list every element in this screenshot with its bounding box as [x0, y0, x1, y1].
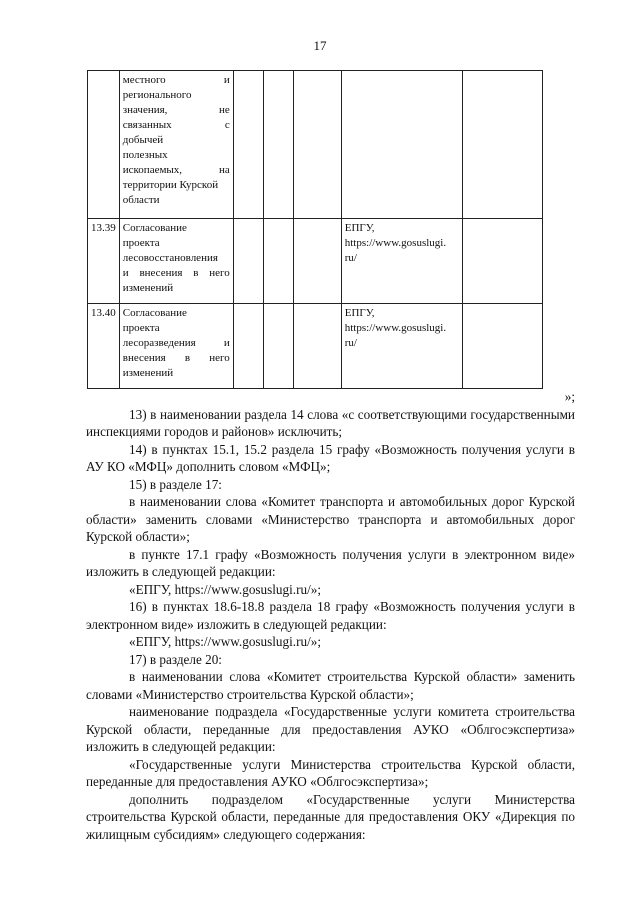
service-name: Согласование проекта лесовосстановления и внесения в него изменений — [119, 219, 233, 304]
electronic-access-cell: ЕПГУ, https://www.gosuslugi. ru/ — [341, 304, 462, 389]
paragraph: 16) в пунктах 18.6-18.8 раздела 18 графу «Возможность получения услуги в электронном виде» изложить в следующей редакции: — [86, 599, 575, 632]
table-row — [88, 304, 543, 389]
service-name: Согласование проекта лесоразведения и внесения в него изменений — [119, 304, 233, 389]
paragraph: 13) в наименовании раздела 14 слова «с соответствующими государственными инспекциями городов и районов» исключить; — [86, 406, 575, 439]
empty-cell — [263, 304, 293, 389]
amendment-text — [86, 388, 575, 843]
service-name: местного и регионального значения, не связанных с добычей полезных ископаемых, на территории Курской области — [119, 71, 233, 219]
empty-cell — [293, 219, 341, 304]
empty-cell — [462, 71, 542, 219]
table-row — [88, 219, 543, 304]
empty-cell — [233, 71, 263, 219]
empty-cell — [233, 304, 263, 389]
paragraph: 14) в пунктах 15.1, 15.2 раздела 15 графу «Возможность получения услуги в АУ КО «МФЦ» дополнить словом «МФЦ»; — [86, 441, 575, 474]
electronic-access-cell: ЕПГУ, https://www.gosuslugi. ru/ — [341, 219, 462, 304]
empty-cell — [293, 71, 341, 219]
paragraph: в наименовании слова «Комитет транспорта и автомобильных дорог Курской области» заменить словами «Министерство транспорта и автомобильных дорог Курской области»; — [86, 494, 575, 544]
row-number: 13.39 — [88, 219, 120, 304]
empty-cell — [233, 219, 263, 304]
paragraph: «ЕПГУ, https://www.gosuslugi.ru/»; — [129, 581, 321, 597]
empty-cell — [263, 219, 293, 304]
paragraph: наименование подраздела «Государственные услуги комитета строительства Курской области, переданные для предоставления АУКО «Облгосэкспертиза» изложить в следующей редакции: — [86, 704, 575, 754]
empty-cell — [462, 304, 542, 389]
empty-cell — [263, 71, 293, 219]
empty-cell — [462, 219, 542, 304]
page-number: 17 — [313, 38, 327, 53]
row-number — [88, 71, 120, 219]
paragraph: «Государственные услуги Министерства строительства Курской области, переданные для предоставления АУКО «Облгосэкспертиза»; — [86, 756, 575, 789]
paragraph: в пункте 17.1 графу «Возможность получения услуги в электронном виде» изложить в следующей редакции: — [86, 546, 575, 579]
table-row — [88, 71, 543, 219]
row-number: 13.40 — [88, 304, 120, 389]
services-table — [87, 70, 543, 389]
closing-mark: »; — [564, 389, 575, 404]
paragraph: «ЕПГУ, https://www.gosuslugi.ru/»; — [129, 634, 321, 649]
empty-cell — [341, 71, 462, 219]
paragraph: в наименовании слова «Комитет строительства Курской области» заменить словами «Министерство строительства Курской области»; — [86, 669, 575, 702]
empty-cell — [293, 304, 341, 389]
paragraph: 15) в разделе 17: — [129, 476, 222, 492]
paragraph: 17) в разделе 20: — [129, 651, 222, 667]
paragraph: дополнить подразделом «Государственные услуги Министерства строительства Курской области, переданные для предоставления ОКУ «Дирекция по жилищным субсидиям» следующего содержания: — [86, 791, 575, 842]
